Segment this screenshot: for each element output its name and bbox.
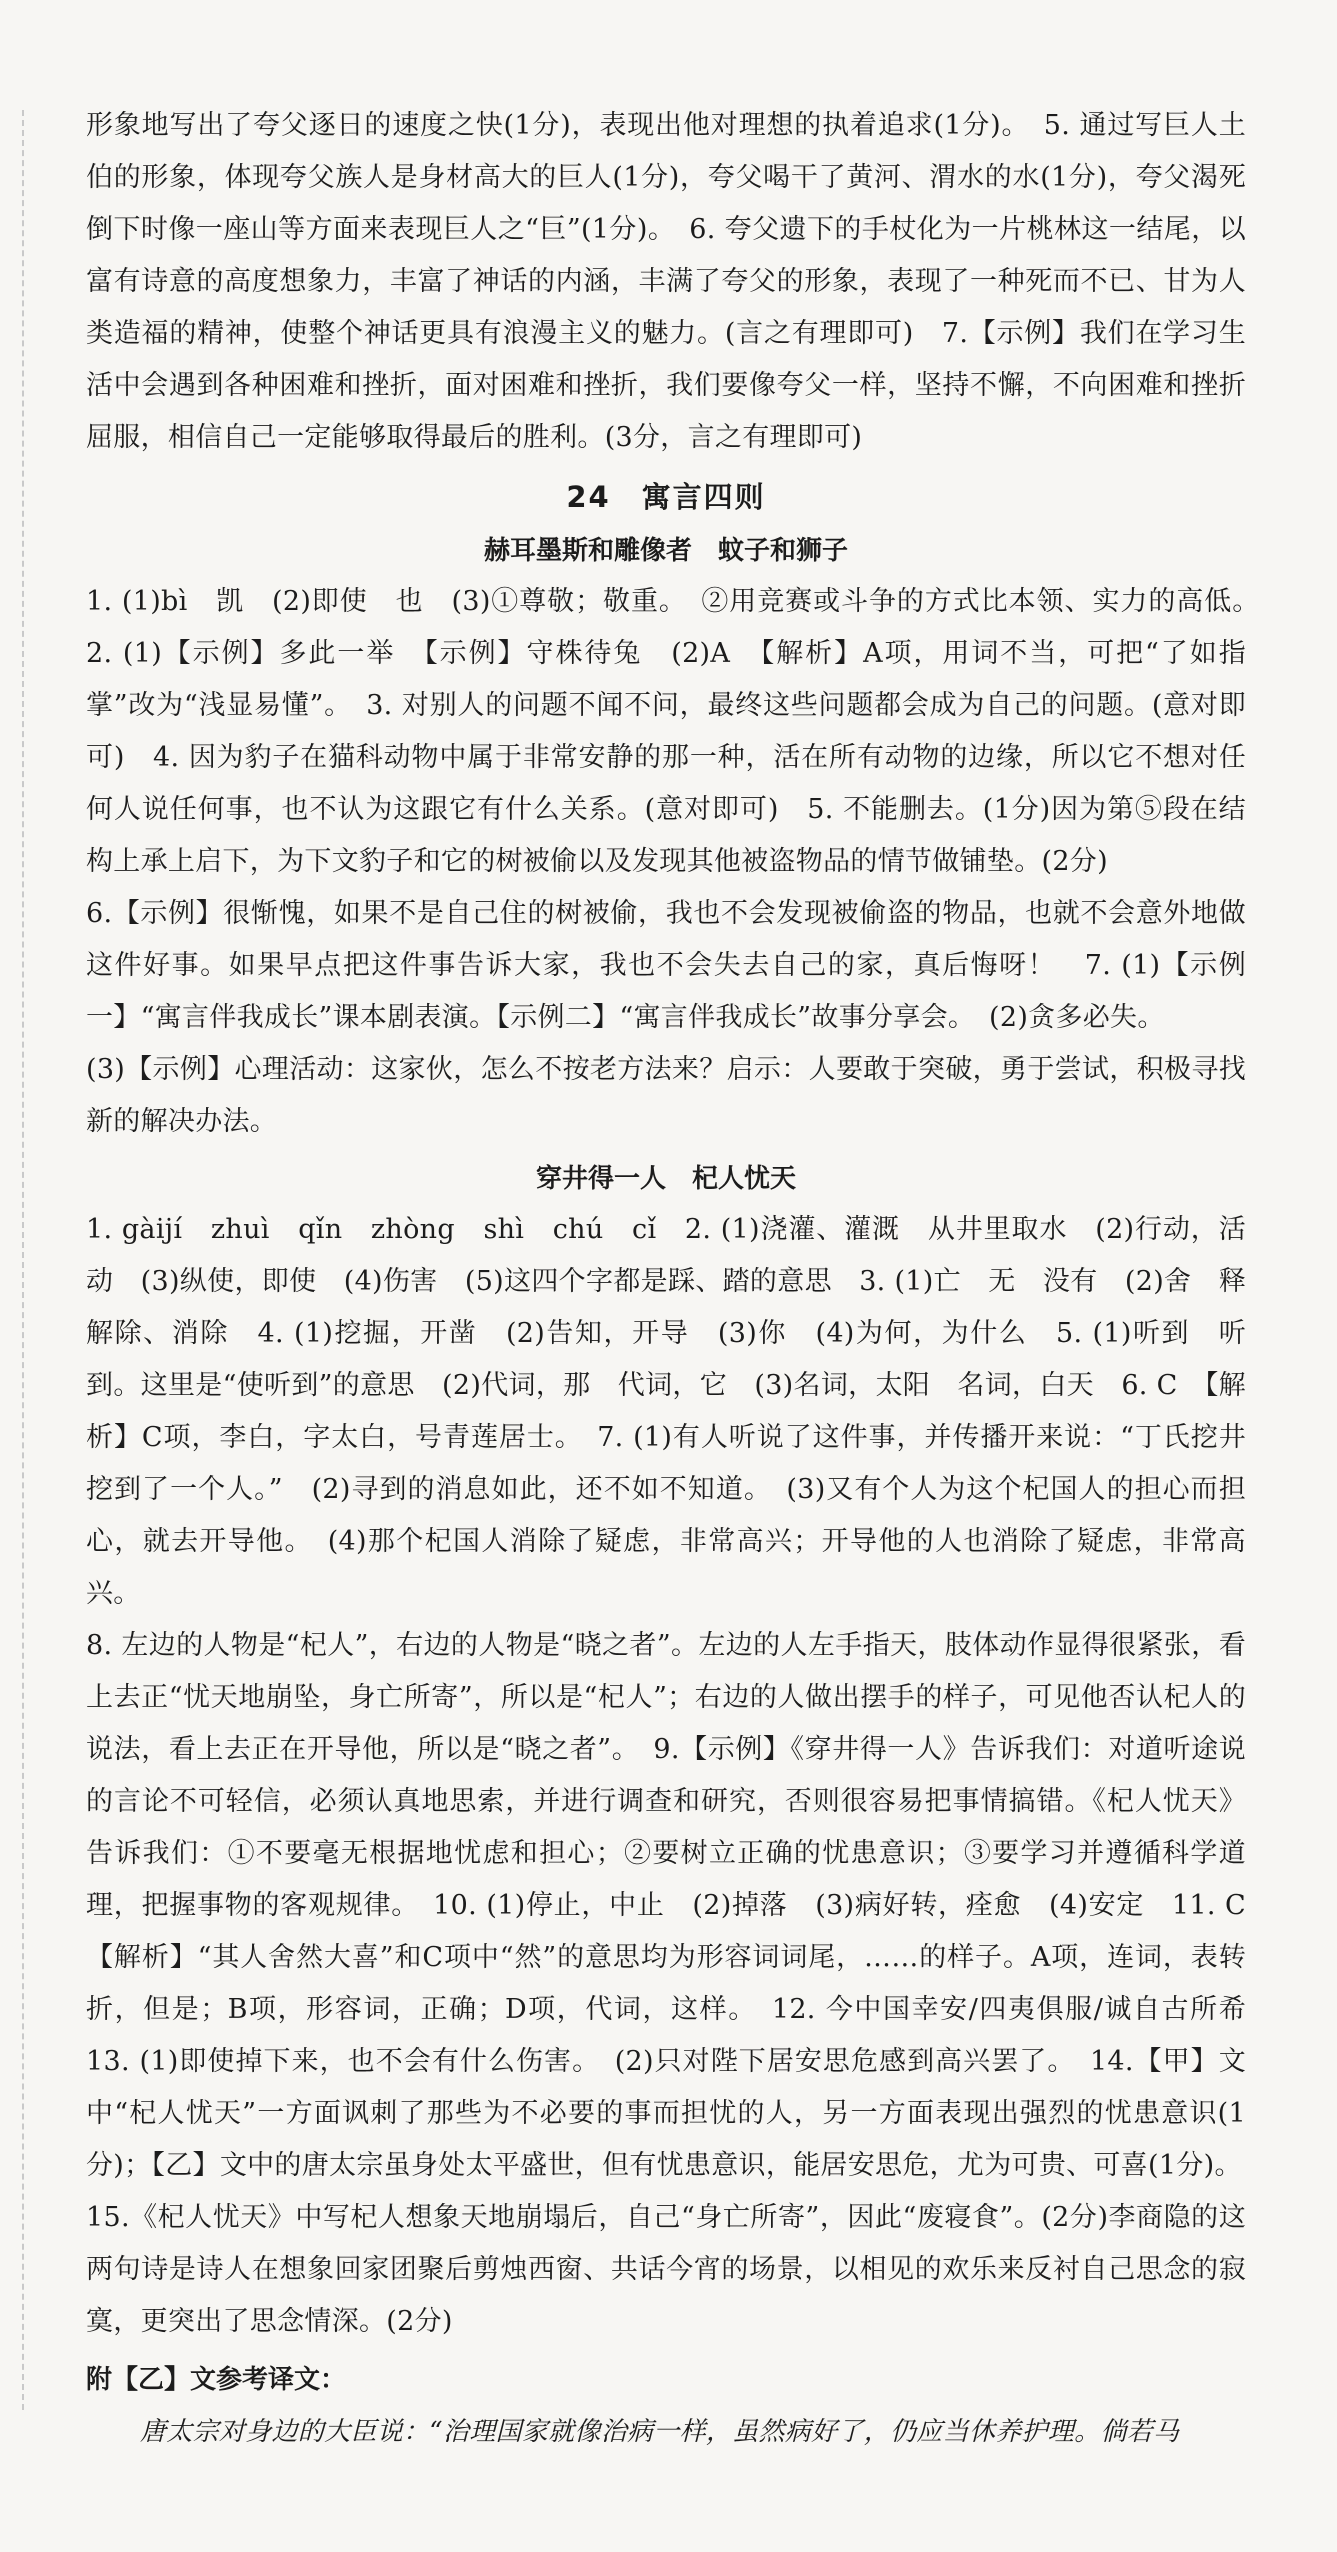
section-title: 穿井得一人 杞人忧天 bbox=[535, 1164, 796, 1194]
section-title: 赫耳墨斯和雕像者 蚊子和狮子 bbox=[483, 536, 848, 566]
continued-answers: 形象地写出了夸父逐日的速度之快(1分)，表现出他对理想的执着追求(1分)。 5. 通过写巨人土伯的形象，体现夸父族人是身材高大的巨人(1分)，夸父喝干了黄河、渭水的水(1分)，夸父渴死倒下时像一座山等方面来表现巨人之“巨”(1分)。 6. 夸父遗下的手杖化为一片桃林这一结尾，以富有诗意的高度想象力，丰富了神话的内涵，丰满了夸父的形象，表现了一种死而不已、甘为人类造福的精神，使整个神话更具有浪漫主义的魅力。(言之有理即可) 7.【示例】我们在学习生活中会遇到各种困难和挫折，面对困难和挫折，我们要像夸父一样，坚持不懈，不向困难和挫折屈服，相信自己一定能够取得最后的胜利。(3分，言之有理即可) bbox=[86, 110, 1246, 453]
annex-heading: 附【乙】文参考译文： bbox=[86, 2365, 347, 2395]
answer-paragraph: 6.【示例】很惭愧，如果不是自己住的树被偷，我也不会发现被偷盗的物品，也就不会意外地做这件好事。如果早点把这件事告诉大家，我也不会失去自己的家，真后悔呀！ 7. (1)【示例一】“寓言伴我成长”课本剧表演。【示例二】“寓言伴我成长”故事分享会。 (2)贪多必失。 bbox=[86, 898, 1246, 1033]
section-well-sky bbox=[86, 1154, 1274, 2348]
answer-paragraph: 15.《杞人忧天》中写杞人想象天地崩塌后，自己“身亡所寄”，因此“废寝食”。(2分)李商隐的这两句诗是诗人在想象回家团聚后剪烛西窗、共话今宵的场景，以相见的欢乐来反衬自己思念的寂寞，更突出了思念情深。(2分) bbox=[86, 2202, 1246, 2337]
page-margin-rule bbox=[22, 110, 24, 2410]
answer-paragraph: 8. 左边的人物是“杞人”，右边的人物是“晓之者”。左边的人左手指天，肢体动作显得很紧张，看上去正“忧天地崩坠，身亡所寄”，所以是“杞人”；右边的人做出摆手的样子，可见他否认杞人的说法，看上去正在开导他，所以是“晓之者”。 9.【示例】《穿井得一人》告诉我们：对道听途说的言论不可轻信，必须认真地思索，并进行调查和研究，否则很容易把事情搞错。《杞人忧天》告诉我们：①不要毫无根据地忧虑和担心；②要树立正确的忧患意识；③要学习并遵循科学道理，把握事物的客观规律。 10. (1)停止，中止 (2)掉落 (3)病好转，痊愈 (4)安定 11. C 【解析】“其人舍然大喜”和C项中“然”的意思均为形容词词尾，……的样子。A项，连词，表转折，但是；B项，形容词，正确；D项，代词，这样。 12. 今中国幸安/四夷俱服/诚自古所希 13. (1)即使掉下来，也不会有什么伤害。 (2)只对陛下居安思危感到高兴罢了。 14.【甲】文中“杞人忧天”一方面讽刺了那些为不必要的事而担忧的人，另一方面表现出强烈的忧患意识(1分)；【乙】文中的唐太宗虽身处太平盛世，但有忧患意识，能居安思危，尤为可贵、可喜(1分)。 bbox=[86, 1630, 1274, 2181]
answer-paragraph: (3)【示例】心理活动：这家伙，怎么不按老方法来？启示：人要敢于突破，勇于尝试，积极寻找新的解决办法。 bbox=[86, 1054, 1246, 1137]
answer-paragraph: 1. (1)bì 凯 (2)即使 也 (3)①尊敬；敬重。 ②用竞赛或斗争的方式比本领、实力的高低。 2. (1)【示例】多此一举 【示例】守株待兔 (2)A 【解析】A项，用词不当，可把“了如指掌”改为“浅显易懂”。 3. 对别人的问题不闻不问，最终这些问题都会成为自己的问题。(意对即可) 4. 因为豹子在猫科动物中属于非常安静的那一种，活在所有动物的边缘，所以它不想对任何人说任何事，也不认为这跟它有什么关系。(意对即可) 5. 不能删去。(1分)因为第⑤段在结构上承上启下，为下文豹子和它的树被偷以及发现其他被盗物品的情节做铺垫。(2分) bbox=[86, 586, 1274, 877]
lesson-title: 24 寓言四则 bbox=[566, 480, 766, 514]
annex-translation bbox=[86, 2354, 1246, 2458]
section-hermes-mosquito bbox=[86, 526, 1274, 1148]
answer-paragraph: 1. gàijí zhuì qǐn zhòng shì chú cǐ 2. (1)浇灌、灌溉 从井里取水 (2)行动，活动 (3)纵使，即使 (4)伤害 (5)这四个字都是踩、踏的意思 3. (1)亡 无 没有 (2)舍 释 解除、消除 4. (1)挖掘，开凿 (2)告知，开导 (3)你 (4)为何，为什么 5. (1)听到 听到。这里是“使听到”的意思 (2)代词，那 代词，它 (3)名词，太阳 名词，白天 6. C 【解析】C项，李白，字太白，号青莲居士。 7. (1)有人听说了这件事，并传播开来说：“丁氏挖井挖到了一个人。” (2)寻到的消息如此，还不如不知道。 (3)又有个人为这个杞国人的担心而担心，就去开导他。 (4)那个杞国人消除了疑虑，非常高兴；开导他的人也消除了疑虑，非常高兴。 bbox=[86, 1214, 1274, 1609]
annex-text: 唐太宗对身边的大臣说：“治理国家就像治病一样，虽然病好了，仍应当休养护理。倘若马 bbox=[140, 2417, 1180, 2447]
answer-page bbox=[86, 100, 1274, 2458]
